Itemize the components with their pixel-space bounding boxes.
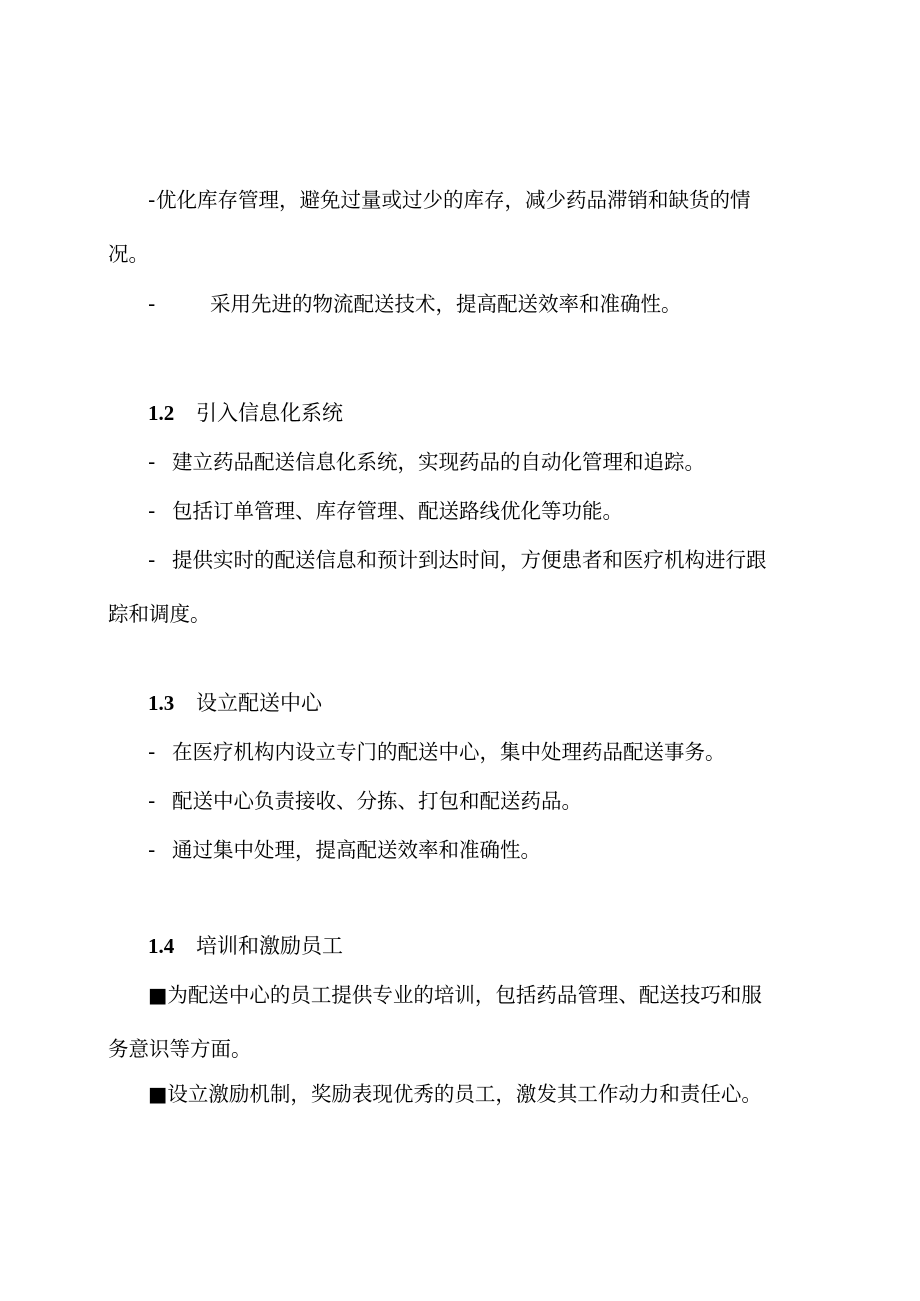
dash-bullet: - (148, 292, 156, 316)
list-item-text: 在医疗机构内设立专门的配送中心，集中处理药品配送事务。 (172, 740, 726, 764)
dash-bullet: - (148, 548, 156, 572)
list-item-text: 通过集中处理，提高配送效率和准确性。 (172, 838, 541, 862)
list-item-text: 优化库存管理，避免过量或过少的库存，减少药品滞销和缺货的情 (156, 188, 751, 212)
list-item-text: 包括订单管理、库存管理、配送路线优化等功能。 (172, 499, 623, 523)
square-bullet-icon: ■ (148, 1082, 168, 1106)
list-item-line: 况。 (108, 242, 149, 266)
list-item (148, 277, 808, 331)
list-item-text: 建立药品配送信息化系统，实现药品的自动化管理和追踪。 (172, 450, 705, 474)
list-item-text: 配送中心负责接收、分拣、打包和配送药品。 (172, 789, 582, 813)
section-heading (148, 931, 343, 961)
list-item-text: 设立激励机制，奖励表现优秀的员工，激发其工作动力和责任心。 (167, 1082, 762, 1106)
list-item-text: 采用先进的物流配送技术，提高配送效率和准确性。 (210, 292, 682, 316)
dash-bullet: - (148, 789, 156, 813)
section-number: 1.2 (148, 401, 175, 425)
square-bullet-icon: ■ (148, 983, 168, 1007)
list-item-line: 踪和调度。 (108, 602, 211, 626)
dash-bullet: - (148, 499, 156, 523)
dash-bullet: - (148, 188, 156, 212)
list-item-line: 务意识等方面。 (108, 1037, 252, 1061)
list-item (108, 968, 808, 1076)
dash-bullet: - (148, 838, 156, 862)
list-item (148, 774, 808, 828)
list-item-line (148, 173, 808, 227)
list-item (148, 725, 808, 779)
list-item (148, 1067, 808, 1121)
dash-bullet: - (148, 740, 156, 764)
section-title: 设立配送中心 (196, 691, 322, 715)
list-item (148, 823, 808, 877)
section-number: 1.4 (148, 934, 175, 958)
section-number: 1.3 (148, 691, 175, 715)
list-item (108, 533, 808, 641)
list-item (108, 173, 808, 281)
list-item (148, 435, 808, 489)
list-item-line (148, 968, 808, 1022)
section-title: 引入信息化系统 (196, 401, 343, 425)
section-heading (148, 688, 322, 718)
list-item-text: 提供实时的配送信息和预计到达时间，方便患者和医疗机构进行跟 (172, 548, 767, 572)
dash-bullet: - (148, 450, 156, 474)
list-item-text: 为配送中心的员工提供专业的培训，包括药品管理、配送技巧和服 (167, 983, 762, 1007)
list-item (148, 484, 808, 538)
list-item-line (148, 533, 808, 587)
section-heading (148, 398, 343, 428)
section-title: 培训和激励员工 (196, 934, 343, 958)
